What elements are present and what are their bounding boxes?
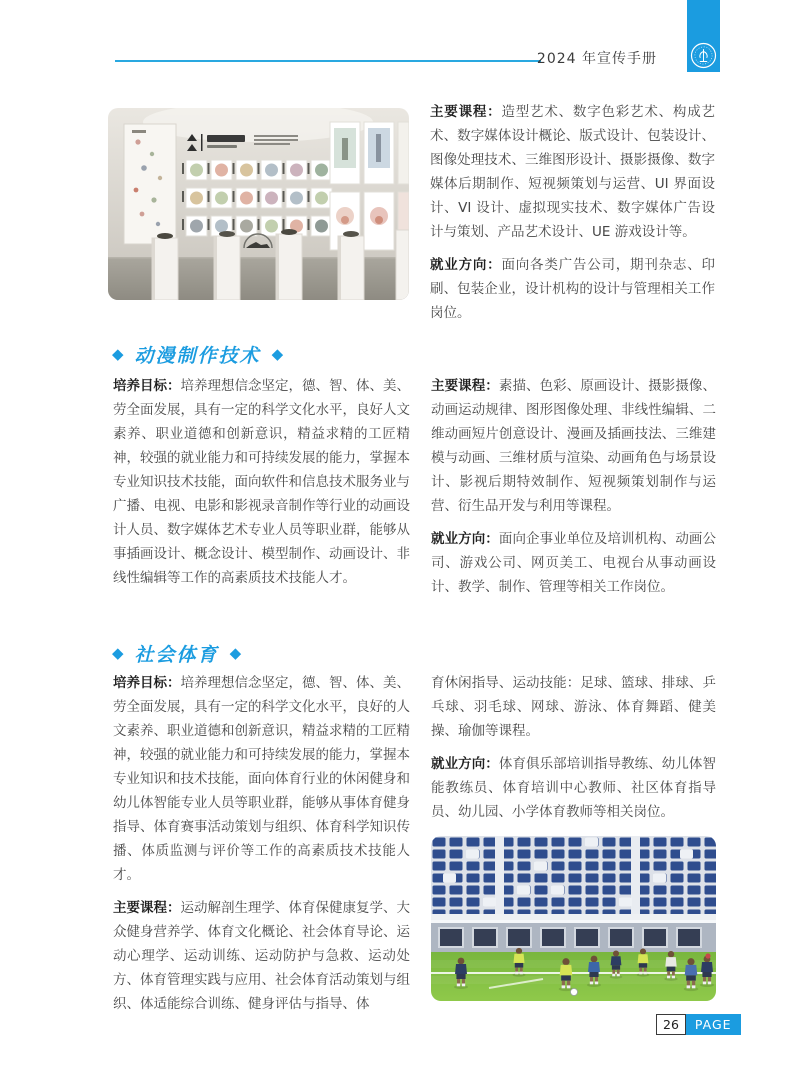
animation-goal-label: 培养目标： — [113, 378, 181, 394]
sports-left-column — [113, 671, 410, 1025]
sports-employment-text: 体育俱乐部培训指导教练、幼儿体智能教练员、体育培训中心教师、社区体育指导员、幼儿园、小学体育教师等相关岗位。 — [431, 756, 716, 820]
intro-employment-label: 就业方向： — [430, 257, 502, 273]
header-title: 2024 年宣传手册 — [536, 51, 657, 67]
intro-courses-paragraph — [430, 100, 715, 244]
section-title-animation — [112, 341, 283, 368]
intro-text-block — [430, 100, 715, 334]
sports-employment-paragraph — [431, 752, 716, 824]
intro-employment-paragraph — [430, 253, 715, 325]
intro-employment-text: 面向各类广告公司，期刊杂志、印刷、包装企业，设计机构的设计与管理相关工作岗位。 — [430, 257, 716, 321]
left-panel — [124, 124, 176, 244]
school-emblem-icon — [690, 42, 717, 69]
soccer-photo-art — [431, 836, 716, 1001]
animation-employment-text: 面向企事业单位及培训机构、动画公司、游戏公司、网页美工、电视台从事动画设计、教学、制作、管理等相关工作岗位。 — [431, 531, 716, 595]
sports-goal-text: 培养理想信念坚定，德、智、体、美、劳全面发展，具有一定的科学文化水平，良好的人文素养、职业道德和创新意识，精益求精的工匠精神，较强的就业能力和可持续发展的能力，掌握本专业知识和技术技能，面向体育行业的休闲健身和幼儿体智能专业人员等职业群，能够从事体育健身指导、体育赛事活动策划与组织、体育科学知识传播、体质监测与评价等工作的高素质技术技能人才。 — [113, 675, 410, 883]
animation-left-column — [113, 374, 410, 599]
animation-right-column — [431, 374, 716, 608]
sports-goal-label: 培养目标： — [113, 675, 181, 691]
diamond-icon: ◆ — [112, 345, 124, 363]
animation-employment-paragraph — [431, 527, 716, 599]
page-number — [656, 1014, 741, 1035]
artwork-grid — [182, 160, 332, 236]
animation-employment-label: 就业方向： — [431, 531, 499, 547]
section-title-sports — [112, 640, 241, 667]
animation-goal-text: 培养理想信念坚定，德、智、体、美、劳全面发展，具有一定的科学文化水平，良好人文素养、职业道德和创新意识，精益求精的工匠精神，较强的就业能力和可持续发展的能力，掌握本专业知识技术技能，面向软件和信息技术服务业与广播、电视、电影和影视录音制作等行业的动画设计人员、数字媒体艺术专业人员等职业群，能够从事插画设计、概念设计、模型制作、动画设计、非线性编辑等工作的高素质技术技能人才。 — [113, 378, 410, 586]
diamond-icon: ◆ — [229, 644, 242, 662]
stand-seats — [431, 836, 716, 914]
sports-employment-label: 就业方向： — [431, 756, 499, 772]
animation-courses-label: 主要课程： — [431, 378, 499, 394]
animation-goal-paragraph — [113, 374, 410, 590]
sports-courses-paragraph-right — [431, 671, 716, 743]
diamond-icon: ◆ — [112, 644, 124, 662]
section-title-sports-text: 社会体育 — [134, 644, 219, 666]
header-rule — [115, 60, 541, 62]
sports-courses-paragraph-left — [113, 896, 410, 1016]
stadium-wall — [431, 914, 716, 952]
intro-courses-label: 主要课程： — [430, 104, 502, 120]
sports-right-column — [431, 671, 716, 1001]
animation-columns — [113, 374, 716, 608]
diamond-icon: ◆ — [271, 345, 284, 363]
page-label: PAGE — [686, 1014, 741, 1035]
intro-courses-text: 造型艺术、数字色彩艺术、构成艺术、数字媒体设计概论、版式设计、包装设计、图像处理技术、三维图形设计、摄影摄像、数字媒体后期制作、短视频策划与运营、UI 界面设计、VI 设计、虚拟现实技术、数字媒体广告设计与策划、产品艺术设计、UE 游戏设计等。 — [430, 104, 716, 240]
sports-courses-text-left: 运动解剖生理学、体育保健康复学、大众健身营养学、体育文化概论、社会体育导论、运动心理学、运动训练、运动防护与急救、运动处方、体育管理实践与应用、社会体育活动策划与组织、体适能综合训练、健身评估与指导、体 — [113, 900, 410, 1012]
soccer-photo — [431, 836, 716, 1001]
animation-courses-paragraph — [431, 374, 716, 518]
sports-courses-text-right: 育休闲指导、运动技能：足球、篮球、排球、乒乓球、羽毛球、网球、游泳、体育舞蹈、健美操、瑜伽等课程。 — [431, 675, 716, 739]
animation-courses-text: 素描、色彩、原画设计、摄影摄像、动画运动规律、图形图像处理、非线性编辑、二维动画短片创意设计、漫画及插画技法、三维建模与动画、三维材质与渲染、动画角色与场景设计、影视后期特效制作、短视频策划制作与运营、衍生品开发与利用等课程。 — [431, 378, 716, 514]
sports-goal-paragraph — [113, 671, 410, 887]
gallery-photo-art — [108, 108, 409, 300]
soccer-ball — [571, 989, 578, 996]
gallery-photo — [108, 108, 409, 300]
red-cap — [705, 953, 710, 958]
brand-ribbon — [687, 0, 720, 72]
sports-columns — [113, 671, 716, 1025]
section-title-animation-text: 动漫制作技术 — [134, 345, 261, 367]
page-number-value: 26 — [656, 1014, 686, 1035]
sports-courses-label: 主要课程： — [113, 900, 181, 916]
